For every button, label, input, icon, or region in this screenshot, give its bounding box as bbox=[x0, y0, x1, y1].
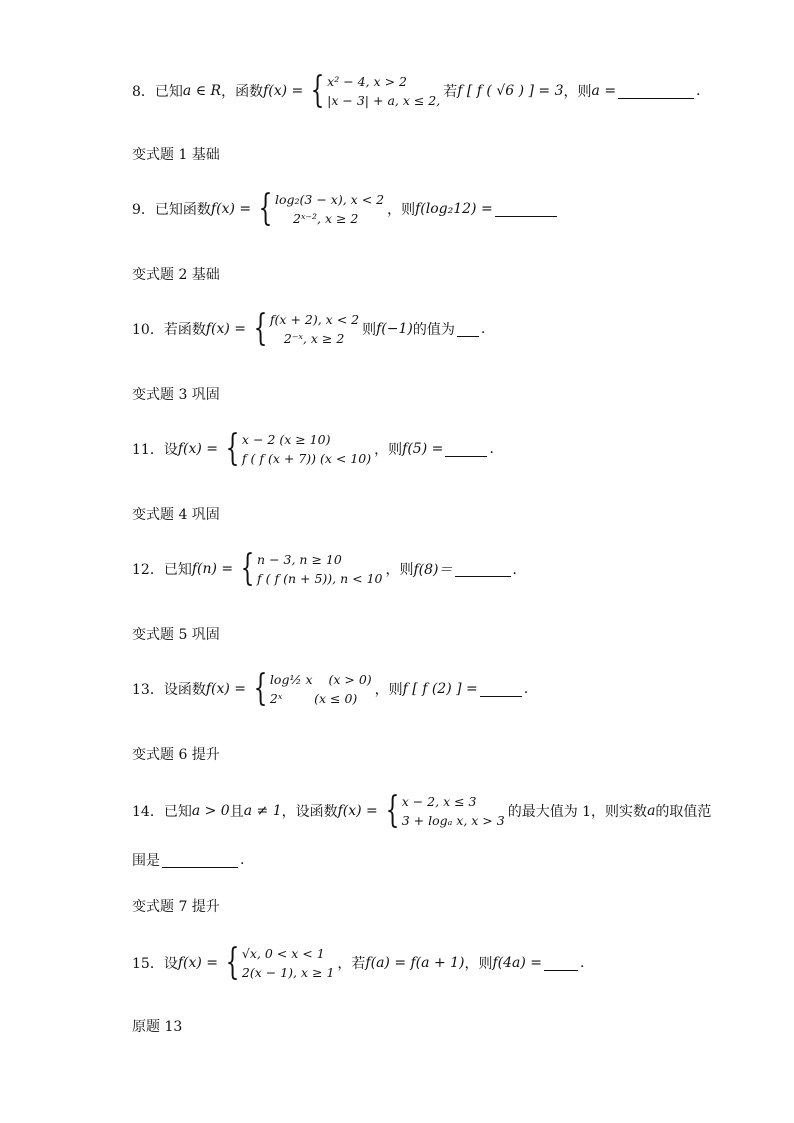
math-condition: a ∈ R bbox=[182, 83, 222, 99]
brace-symbol: { bbox=[310, 70, 325, 111]
case-2: 2ˣ (x ≤ 0) bbox=[269, 691, 358, 706]
problem-end: . bbox=[489, 441, 494, 457]
section-heading: 变式题 7 提升 bbox=[132, 899, 220, 915]
section-heading: 变式题 4 巩固 bbox=[132, 507, 220, 523]
problem-text: 若 bbox=[443, 84, 458, 100]
function-name: f(x) = bbox=[177, 441, 219, 457]
answer-blank[interactable] bbox=[618, 84, 694, 99]
problem-end: . bbox=[696, 83, 701, 99]
function-name: f(x) = bbox=[337, 803, 378, 819]
problem-text: 若函数 bbox=[163, 322, 206, 338]
case-2: 2ˣ⁻², x ≥ 2 bbox=[293, 211, 359, 226]
problem-number: 15． bbox=[132, 956, 164, 972]
answer-blank[interactable] bbox=[480, 682, 522, 697]
case-1: x − 2, x ≤ 3 bbox=[401, 794, 477, 809]
function-name: f(x) = bbox=[205, 321, 247, 337]
piecewise-definition bbox=[221, 430, 371, 468]
math-equation: f(5) = bbox=[402, 441, 444, 457]
function-name: f(x) = bbox=[177, 955, 219, 971]
problem-text: ，若 bbox=[337, 956, 366, 972]
problem-14-continued bbox=[132, 850, 244, 870]
problem-15 bbox=[132, 944, 585, 982]
problem-text: ，则 bbox=[464, 956, 493, 972]
case-1: √x, 0 < x < 1 bbox=[241, 946, 325, 961]
problem-14 bbox=[132, 792, 711, 830]
problem-text: 围是 bbox=[132, 853, 160, 869]
case-1: x² − 4, x > 2 bbox=[327, 74, 407, 89]
problem-text: 设 bbox=[163, 442, 178, 458]
section-heading: 变式题 5 巩固 bbox=[132, 627, 220, 643]
problem-text: 已知 bbox=[163, 804, 192, 820]
section-heading: 变式题 6 提升 bbox=[132, 747, 220, 763]
piecewise-definition bbox=[254, 190, 384, 228]
section-heading: 变式题 2 基础 bbox=[132, 267, 220, 283]
problem-number: 8． bbox=[132, 84, 155, 100]
problem-13 bbox=[132, 670, 528, 708]
math-equation: f(log₂12) = bbox=[415, 201, 493, 217]
brace-symbol: { bbox=[385, 790, 400, 831]
answer-blank[interactable] bbox=[495, 202, 557, 217]
piecewise-definition bbox=[249, 310, 359, 348]
problem-end: . bbox=[523, 681, 529, 697]
brace-symbol: { bbox=[253, 668, 268, 709]
problem-text: 设 bbox=[163, 956, 178, 972]
problem-8 bbox=[132, 72, 701, 110]
case-1: log½ x (x > 0) bbox=[269, 672, 372, 687]
case-1: log₂(3 − x), x < 2 bbox=[275, 192, 385, 207]
problem-text: 则 bbox=[362, 322, 377, 338]
problem-number: 9． bbox=[132, 202, 155, 218]
problem-number: 13． bbox=[132, 682, 164, 698]
math-equation: f(8)＝ bbox=[413, 562, 453, 578]
case-1: x − 2 (x ≥ 10) bbox=[241, 432, 331, 447]
case-2: f ( f (n + 5)), n < 10 bbox=[257, 571, 383, 586]
piecewise-definition bbox=[236, 550, 382, 588]
piecewise-definition bbox=[249, 670, 372, 708]
brace-symbol: { bbox=[258, 188, 273, 229]
problem-text: 设函数 bbox=[163, 682, 206, 698]
section-heading: 变式题 3 巩固 bbox=[132, 387, 220, 403]
problem-number: 12． bbox=[132, 562, 164, 578]
problem-end: . bbox=[580, 955, 585, 971]
problem-text: ，则 bbox=[374, 682, 403, 698]
problem-number: 14． bbox=[132, 804, 164, 820]
math-variable: a bbox=[647, 803, 656, 819]
answer-blank[interactable] bbox=[455, 562, 511, 577]
math-equation: f [ f (2) ] = bbox=[402, 681, 478, 697]
problem-text: 且 bbox=[229, 804, 244, 820]
function-name: f(x) = bbox=[210, 201, 252, 217]
problem-9 bbox=[132, 190, 559, 228]
case-2: 3 + logₐ x, x > 3 bbox=[401, 813, 505, 828]
answer-blank[interactable] bbox=[162, 853, 238, 868]
problem-12 bbox=[132, 550, 527, 588]
piecewise-definition bbox=[381, 792, 505, 830]
piecewise-definition bbox=[221, 944, 334, 982]
problem-end: . bbox=[240, 852, 245, 868]
math-condition: a > 0 bbox=[191, 803, 230, 819]
function-name: f(x) = bbox=[205, 681, 247, 697]
problem-end: ． bbox=[512, 562, 527, 578]
problem-10 bbox=[132, 310, 485, 348]
problem-text: ，设函数 bbox=[281, 804, 338, 820]
function-name: f(x) = bbox=[263, 83, 304, 99]
problem-text: ，函数 bbox=[221, 84, 264, 100]
math-variable: a = bbox=[591, 83, 617, 99]
math-equation: f(4a) = bbox=[492, 955, 543, 971]
brace-symbol: { bbox=[253, 308, 268, 349]
problem-11 bbox=[132, 430, 494, 468]
problem-number: 10． bbox=[132, 322, 164, 338]
section-heading: 变式题 1 基础 bbox=[132, 147, 220, 163]
answer-blank[interactable] bbox=[544, 956, 578, 971]
case-2: |x − 3| + a, x ≤ 2, bbox=[327, 93, 441, 108]
problem-text: 已知 bbox=[163, 562, 192, 578]
brace-symbol: { bbox=[225, 942, 240, 983]
problem-text: 已知函数 bbox=[154, 202, 211, 218]
problem-text: ，则 bbox=[385, 562, 414, 578]
brace-symbol: { bbox=[225, 428, 240, 469]
math-equation: f [ f ( √6 ) ] = 3 bbox=[457, 83, 564, 99]
case-2: 2(x − 1), x ≥ 1 bbox=[241, 965, 335, 980]
case-1: f(x + 2), x < 2 bbox=[269, 312, 360, 327]
math-equation: f(a) = f(a + 1) bbox=[365, 955, 465, 971]
piecewise-definition bbox=[306, 72, 440, 110]
problem-text: ，则 bbox=[374, 442, 403, 458]
case-2: f ( f (x + 7)) (x < 10) bbox=[241, 451, 372, 466]
function-name: f(n) = bbox=[191, 561, 234, 577]
answer-blank[interactable] bbox=[445, 442, 487, 457]
brace-symbol: { bbox=[240, 548, 255, 589]
math-equation: f(−1) bbox=[376, 321, 413, 337]
problem-text: 的最大值为 1，则实数 bbox=[507, 804, 648, 820]
problem-number: 11． bbox=[132, 442, 164, 458]
problem-text: 已知 bbox=[154, 84, 183, 100]
problem-text: ，则 bbox=[563, 84, 592, 100]
case-1: n − 3, n ≥ 10 bbox=[257, 552, 342, 567]
answer-blank[interactable] bbox=[457, 322, 479, 337]
problem-end: . bbox=[480, 321, 486, 337]
math-condition: a ≠ 1 bbox=[243, 803, 282, 819]
section-heading: 原题 13 bbox=[132, 1019, 183, 1035]
case-2: 2⁻ˣ, x ≥ 2 bbox=[283, 331, 345, 346]
problem-text: 的值为 bbox=[412, 322, 455, 338]
problem-text: 的取值范 bbox=[655, 804, 712, 820]
problem-text: ，则 bbox=[387, 202, 416, 218]
